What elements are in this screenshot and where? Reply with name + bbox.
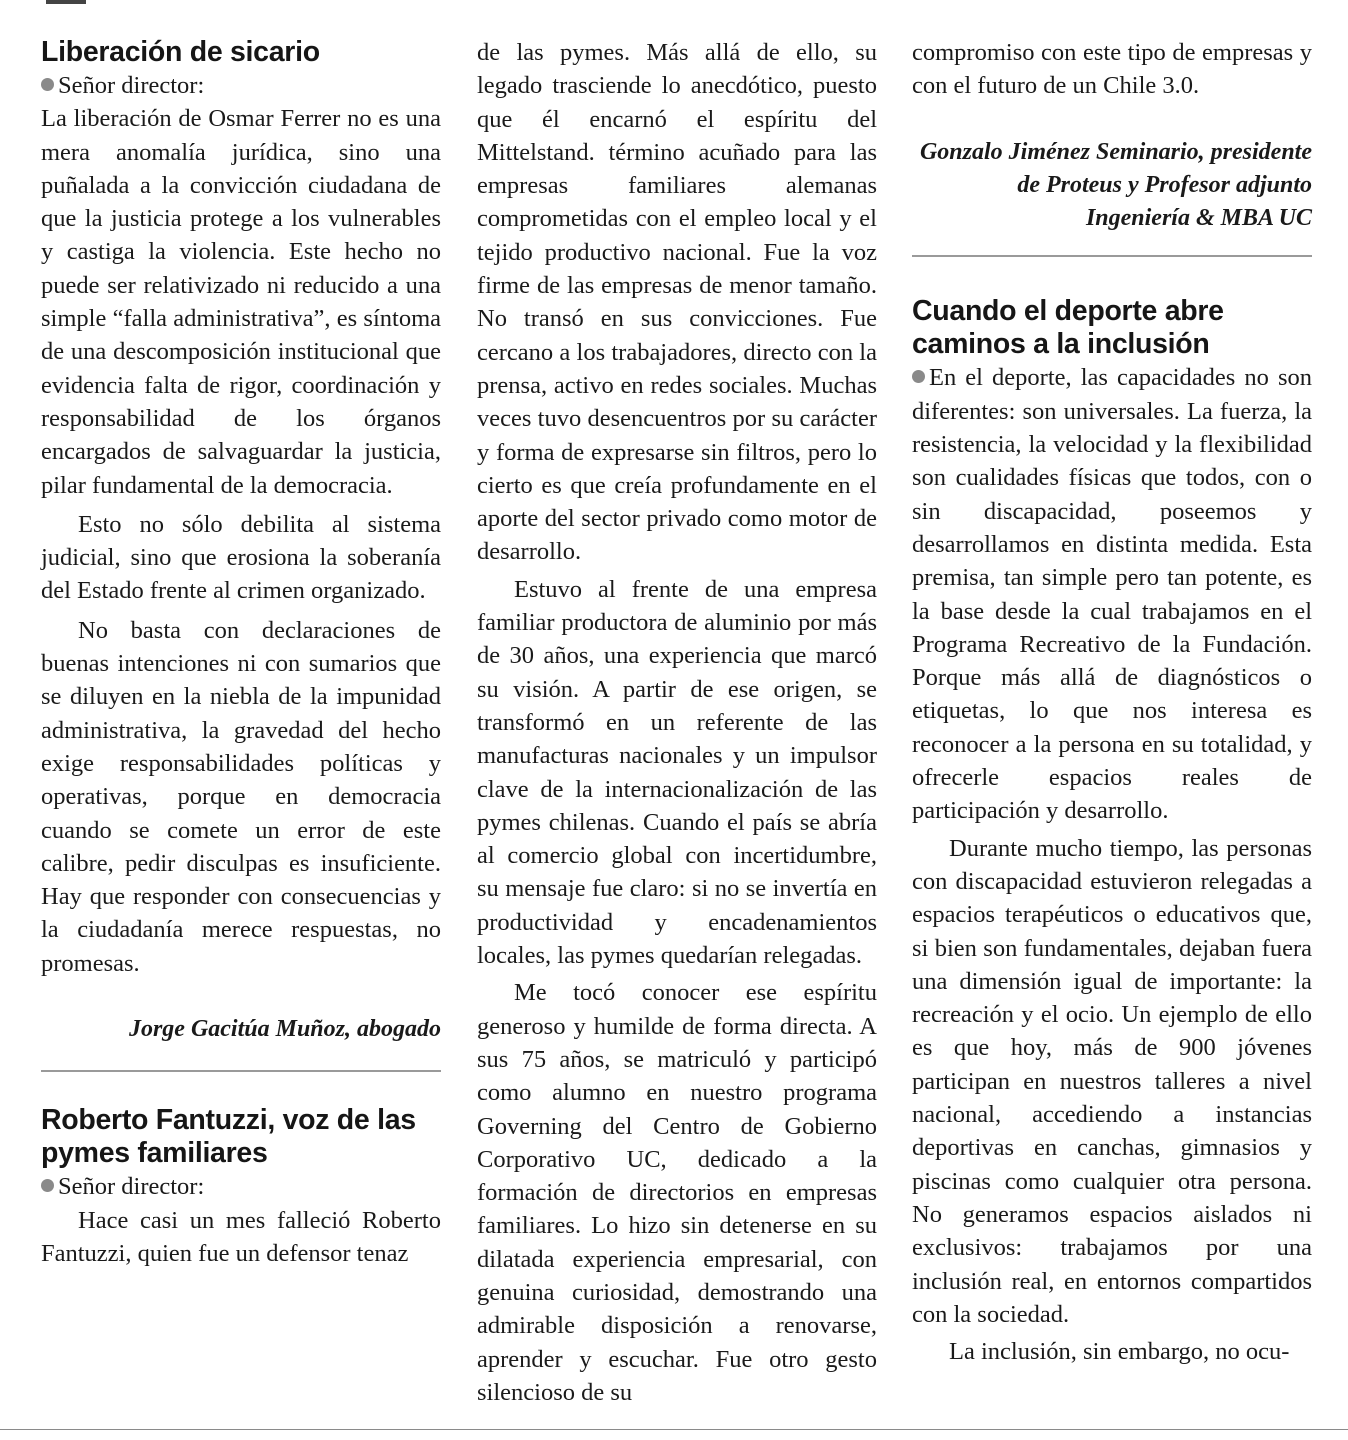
letter-paragraph: La liberación de Osmar Ferrer no es una mera anomalía jurídica, sino una puñalada a la convicción ciudadana de que la justicia protege a los vulnerables y castiga la violencia. Este hecho no puede ser relativizado ni reducido a una simple “falla administrativa”, es síntoma de una descomposición institucional que evidencia falta de rigor, coordinación y responsabilidad de los órganos encargados de salvaguardar la justicia, pilar fundamental de la democracia. [41, 105, 441, 499]
page-bottom-rule [0, 1429, 1348, 1430]
bullet-icon [912, 370, 925, 383]
column-1 [41, 36, 441, 1270]
letter-paragraph: No basta con declaraciones de buenas intenciones ni con sumarios que se diluyen en la niebla de la impunidad administrativa, la gravedad del hecho exige responsabilidades políticas y operativas, porque en democracia cuando se comete un error de este calibre, pedir disculpas es insuficiente. Hay que responder con consecuencias y la ciudadanía merece respuestas, no promesas. [41, 616, 441, 977]
top-edge-mark [46, 0, 86, 4]
salutation: Señor director: [41, 69, 441, 102]
letter-paragraph: de las pymes. Más allá de ello, su legado trasciende lo anecdótico, puesto que él encarnó el espíritu del Mittelstand. término acuñado para las empresas familiares alemanas comprometidas con el empleo local y el tejido productivo nacional. Fue la voz firme de las empresas de menor tamaño. No transó en sus convicciones. Fue cercano a los trabajadores, directo con la prensa, activo en redes sociales. Muchas veces tuvo desencuentros por su carácter y forma de expresarse sin filtros, pero lo cierto es que creía profundamente en el aporte del sector privado como motor de desarrollo. [477, 39, 877, 566]
bullet-icon [41, 78, 54, 91]
letter-paragraph: La inclusión, sin embargo, no ocu- [949, 1338, 1290, 1366]
letter-paragraph: Esto no sólo debilita al sistema judicial, sino que erosiona la soberanía del Estado frente al crimen organizado. [41, 510, 441, 605]
signature: Jorge Gacitúa Muñoz, abogado [128, 1016, 441, 1043]
letter-title-deporte: Cuando el deporte abre caminos a la inclusión [912, 295, 1224, 361]
letter-title-fantuzzi: Roberto Fantuzzi, voz de las pymes familiares [41, 1104, 416, 1170]
signature: Gonzalo Jiménez Seminario, presidente de Proteus y Profesor adjunto [919, 138, 1312, 198]
signature: Ingeniería & MBA UC [1085, 205, 1312, 232]
letter-title-sicario: Liberación de sicario [41, 36, 320, 68]
bullet-icon [41, 1179, 54, 1192]
column-2 [477, 36, 877, 1409]
letter-paragraph: Hace casi un mes falleció Roberto Fantuzzi, quien fue un defensor tenaz [41, 1206, 441, 1267]
letter-paragraph: Estuvo al frente de una empresa familiar productora de aluminio por más de 30 años, una experiencia que marcó su visión. A partir de ese origen, se transformó en un referente de las manufacturas nacionales y un impulsor clave de la internacionalización de las pymes chilenas. Cuando el país se abría al comercio global con incertidumbre, su mensaje fue claro: si no se invertía en productividad y encadenamientos locales, las pymes quedarían relegadas. [477, 575, 877, 970]
salutation: Señor director: [41, 1170, 441, 1203]
letter-paragraph: Durante mucho tiempo, las personas con discapacidad estuvieron relegadas a espacios terapéuticos o educativos que, si bien son fundamentales, dejaban fuera una dimensión igual de importante: la recreación y el ocio. Un ejemplo de ello es que hoy, más de 900 jóvenes participan en nuestros talleres a nivel nacional, accediendo a instancias deportivas en canchas, gimnasios y piscinas como cualquier otra persona. No generamos espacios aislados ni exclusivos: trabajamos por una inclusión real, en entornos compartidos con la sociedad. [912, 834, 1312, 1328]
letter-paragraph: En el deporte, las capacidades no son diferentes: son universales. La fuerza, la resistencia, la velocidad y la flexibilidad son cualidades físicas que todos, con o sin discapacidad, poseemos y desarrollamos en distinta medida. Esta premisa, tan simple pero tan potente, es la base desde la cual trabajamos en el Programa Recreativo de la Fundación. Porque más allá de diagnósticos o etiquetas, lo que nos interesa es reconocer a la persona en su totalidad, y ofrecerle espacios reales de participación y desarrollo. [912, 364, 1312, 825]
divider [912, 255, 1312, 257]
letter-paragraph: compromiso con este tipo de empresas y con el futuro de un Chile 3.0. [912, 39, 1312, 100]
letter-paragraph: Me tocó conocer ese espíritu generoso y humilde de forma directa. A sus 75 años, se matriculó y participó como alumno en nuestro programa Governing del Centro de Gobierno Corporativo UC, dedicado a la formación de directorios en empresas familiares. Lo hizo sin detenerse en su dilatada experiencia empresarial, con genuina curiosidad, demostrando una admirable disposición a renovarse, aprender y escuchar. Fue otro gesto silencioso de su [477, 979, 877, 1406]
column-3 [912, 36, 1312, 1368]
divider [41, 1070, 441, 1072]
